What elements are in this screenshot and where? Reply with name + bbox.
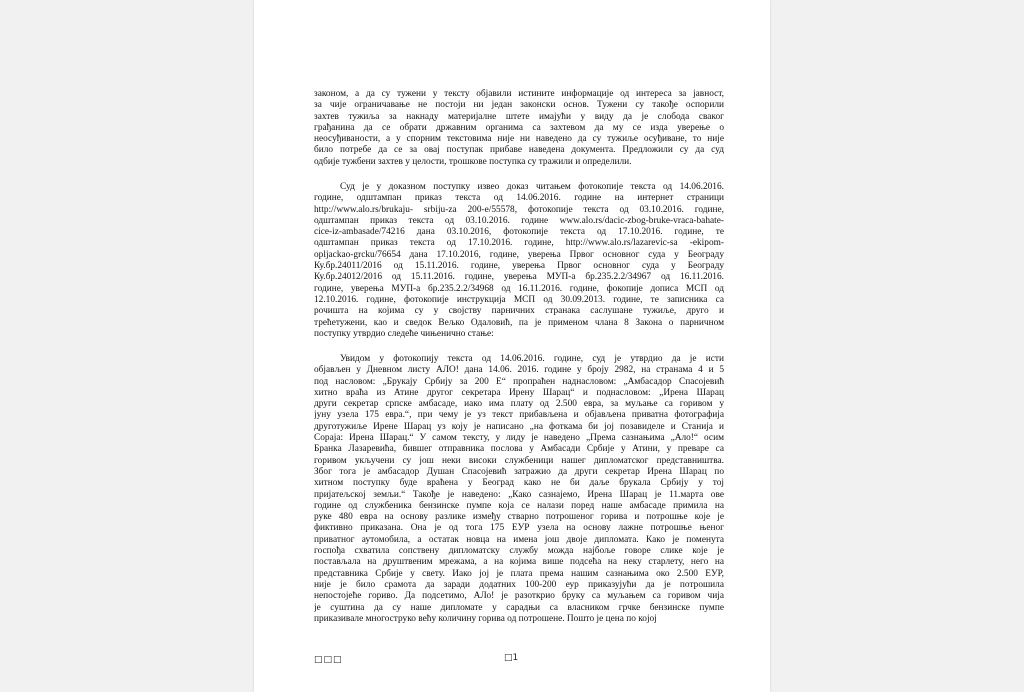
- text-line: за чије ограничавање не постоји ни један законски основ. Тужени су такође оспорили: [314, 100, 724, 111]
- text-line: објављен у Дневном листу АЛО! дана 14.06. 2016. године у броју 2982, на странама 4 и 5: [314, 365, 724, 376]
- text-line: законом, а да су тужени у тексту објавили истините информације од интереса за јавност,: [314, 89, 724, 99]
- text-line: приказивале многоструко већу количину горива од потрошене. Пошто је цена по којој: [314, 613, 657, 624]
- text-line: одштампан приказ текста од 03.10.2016. године www.alo.rs/dacic-zbog-bruke-vraca-bahate-: [314, 215, 724, 226]
- text-line: Ку.бр.24011/2016 од 15.11.2016. године, уверења Првог основног суда у Београду: [314, 261, 724, 272]
- text-line: 12.10.2016. године, фотокопије инструкција МСП од 30.09.2013. године, те записника са: [314, 294, 724, 305]
- text-line: приватног аутомобила, а остатак новца на имена још двоје дипломата. Како је поменута: [314, 534, 724, 545]
- text-line: Због тога је амбасадор Душан Спасојевић затражио да други секретар Ирена Шарац по: [314, 466, 724, 477]
- text-line: одштампан приказ текста од 17.10.2016. године, http://www.alo.rs/lazarevic-sa -ekipom-: [314, 238, 724, 249]
- text-line: било потребе да се за овај поступак прибаве наведена документа. Предложили су да суд: [314, 145, 724, 156]
- text-line: фиктивно приказана. Она је од тога 175 ЕУР узела на основу лажне потрошње њеног: [314, 523, 724, 534]
- text-line: под насловом: „Брукају Србију за 200 Е“ пропраћен наднасловом: „Амбасадор Спасојевић: [314, 376, 724, 387]
- text-line: одбије тужбени захтев у целости, трошкове поступка су тражили и определили.: [314, 156, 632, 167]
- text-line: представника Србије у свету. Иако јој је плата према нашим сазнањима око 2.500 ЕУР,: [314, 568, 724, 579]
- text-line: постављала на друштвеним мрежама, а на којима више подсећа на неку старлету, него на: [314, 557, 724, 568]
- text-line: рочишта на којима су у својству парничних странака саслушане тужиље, друго и: [314, 306, 724, 317]
- text-line: cice-iz-ambasade/74216 дана 03.10.2016, фотокопије текста од 17.10.2016. године, те: [314, 227, 724, 238]
- paragraph-evidence: [314, 182, 724, 340]
- text-line: године, одштампан приказ текста од 14.06.2016. године на интернет страници: [314, 193, 724, 204]
- text-line: године од службеника бензинске пумпе која се налази поред наше амбасаде примила на: [314, 500, 724, 511]
- text-line: непостојеће гориво. Да подсетимо, АЛо! је разоткрио бруку са муљањем са горивом чија: [314, 591, 724, 602]
- text-line: поступку утврдио следеће чињенично стање:: [314, 328, 494, 339]
- text-line: јуну узела 175 евра.“, при чему је уз текст прибављена и објављена приватна фотографија: [314, 410, 724, 421]
- document-page: [254, 0, 770, 692]
- text-line: није је било срамота да заради додатних 100-200 еур приказујући да је потрошила: [314, 579, 724, 590]
- text-line: Увидом у фотокопију текста од 14.06.2016. године, суд је утврдио да је исти: [340, 354, 724, 364]
- text-line: горивом укључени су још неки високи службеници нашег дипломатског представништва.: [314, 455, 724, 466]
- text-line: други секретар српске амбасаде, иако има плату од 2.500 евра, за муљање са горивом у: [314, 399, 724, 410]
- footer-marks: □□□: [314, 655, 343, 665]
- text-line: госпођа схватила сопствену дипломатску службу можда најбоље говоре слике које је: [314, 546, 724, 557]
- page-number: □1: [504, 653, 519, 663]
- text-line: је суштина да су наше дипломате у сарадњи са власником грчке бензинске пумпе: [314, 602, 724, 613]
- text-line: трећетужени, као и сведок Вељко Одаловић, па је применом члана 8 Закона о парничном: [314, 317, 724, 328]
- text-line: пријатељској земљи.“ Такође је наведено: „Како сазнајемо, Ирена Шарац је 11.марта ове: [314, 489, 724, 500]
- text-line: неосуђиваности, а у спорним текстовима није ни наведено да су тужиље осуђиване, то није: [314, 134, 724, 145]
- text-line: године, уверења МУП-а бр.235.2.2/34968 од 16.11.2016. године, фокопије дописа МСП од: [314, 283, 724, 294]
- text-line: Суд је у доказном поступку извео доказ читањем фотокопије текста од 14.06.2016.: [340, 182, 724, 192]
- text-line: Бранка Лазаревића, бившег отправника послова у Амбасади Србије у Атини, у преваре са: [314, 444, 724, 455]
- text-line: друготужиље Ирене Шарац уз коју је написано „на фоткама би јој позавиделе и Станија и: [314, 421, 724, 432]
- text-line: хитном поступку буде враћена у Београд како не би даље брукала Србију у тој: [314, 478, 724, 489]
- text-line: http://www.alo.rs/brukaju- srbiju-za 200-e/55578, фотокопије текста од 03.10.2016. године,: [314, 204, 724, 215]
- text-line: Сорaja: Ирена Шарац.“ У самом тексту, у лиду је наведено „Према сазнањима „Ало!“ осим: [314, 433, 724, 444]
- paragraph-defendants-response: [314, 89, 724, 168]
- text-line: opljackao-grcku/76654 дана 17.10.2016, године, уверења Првог основног суда у Београду: [314, 249, 724, 260]
- text-line: руке 480 евра на основу разлике између стварно потрошеног горива и потрошње које је: [314, 512, 724, 523]
- text-line: Ку.бр.24012/2016 од 15.11.2016. године, уверења МУП-а бр.235.2.2/34967 од 16.11.2016.: [314, 272, 724, 283]
- text-line: грађанина да се обрати државним органима са захтевом да му се изда уверење о: [314, 122, 724, 133]
- text-line: захтев тужиља за накнаду материјалне штете имајући у виду да је слобода сваког: [314, 111, 724, 122]
- paragraph-findings: [314, 354, 724, 625]
- text-line: хитно враћа из Атине другог секретара Ирену Шарац“ и поднасловом: „Ирена Шарац: [314, 387, 724, 398]
